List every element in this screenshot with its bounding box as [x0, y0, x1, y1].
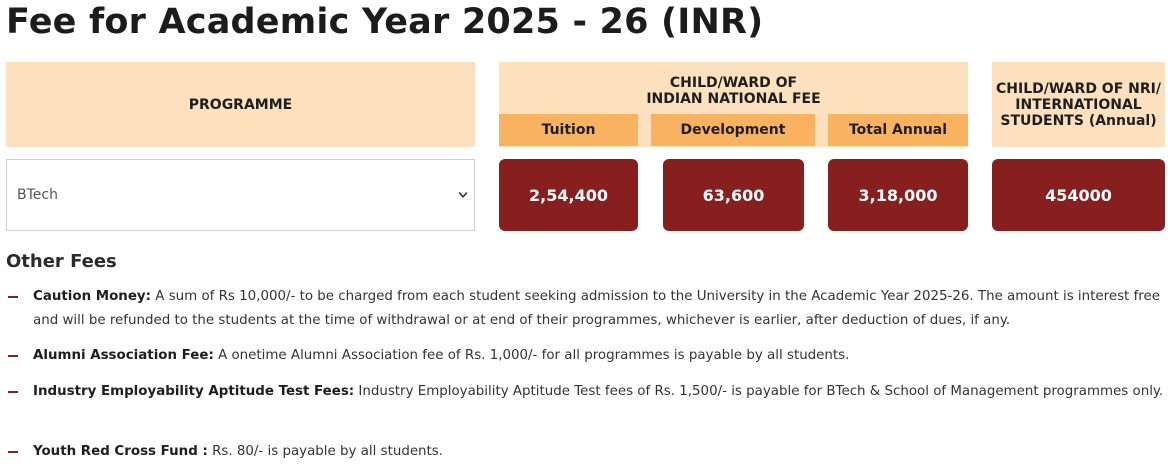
page-title: Fee for Academic Year 2025 - 26 (INR)	[6, 2, 764, 42]
dash-bullet-icon	[8, 296, 18, 298]
total-annual-subheader: Total Annual	[828, 114, 968, 146]
programme-header-label: PROGRAMME	[188, 96, 293, 113]
development-subheader: Development	[651, 114, 815, 146]
caution-money-label: Caution Money:	[33, 289, 152, 304]
dash-bullet-icon	[8, 391, 18, 393]
list-item-alumni-association-fee	[8, 344, 1168, 368]
dash-bullet-icon	[8, 451, 18, 453]
tuition-subheader: Tuition	[499, 114, 638, 146]
programme-select[interactable]	[6, 159, 475, 231]
indian-national-fee-header-label: CHILD/WARD OF INDIAN NATIONAL FEE	[646, 75, 821, 107]
nri-international-header	[992, 62, 1165, 147]
development-fee-value: 63,600	[663, 159, 804, 231]
nri-international-header-label: CHILD/WARD OF NRI/ INTERNATIONAL STUDENTS (Annual)	[996, 80, 1161, 129]
youth-red-cross-fund-label: Youth Red Cross Fund :	[33, 444, 208, 459]
alumni-association-fee-label: Alumni Association Fee:	[33, 348, 214, 363]
alumni-association-fee-text: A onetime Alumni Association fee of Rs. 1,000/- for all programmes is payable by all students.	[213, 348, 850, 363]
nri-annual-fee-value: 454000	[992, 159, 1165, 231]
chevron-down-icon	[458, 190, 468, 200]
total-annual-fee-value: 3,18,000	[828, 159, 968, 231]
list-item-caution-money	[8, 285, 1168, 333]
caution-money-text: A sum of Rs 10,000/- to be charged from each student seeking admission to the University in the Academic Year 2025-26. The amount is interest free and will be refunded to the students at the time of withdrawal or at end of their programmes, whichever is earlier, after deduction of dues, if any.	[33, 289, 1160, 328]
aptitude-test-fees-text: Industry Employability Aptitude Test fees of Rs. 1,500/- is payable for BTech & School of Management programmes only.	[354, 384, 1164, 399]
list-item-aptitude-test-fees	[8, 380, 1168, 404]
youth-red-cross-fund-text: Rs. 80/- is payable by all students.	[207, 444, 444, 459]
tuition-fee-value: 2,54,400	[499, 159, 638, 231]
dash-bullet-icon	[8, 355, 18, 357]
programme-select-value: BTech	[17, 187, 58, 203]
programme-header	[6, 62, 475, 147]
list-item-youth-red-cross-fund	[8, 440, 1168, 464]
aptitude-test-fees-label: Industry Employability Aptitude Test Fees:	[33, 384, 355, 399]
other-fees-title: Other Fees	[6, 251, 117, 272]
